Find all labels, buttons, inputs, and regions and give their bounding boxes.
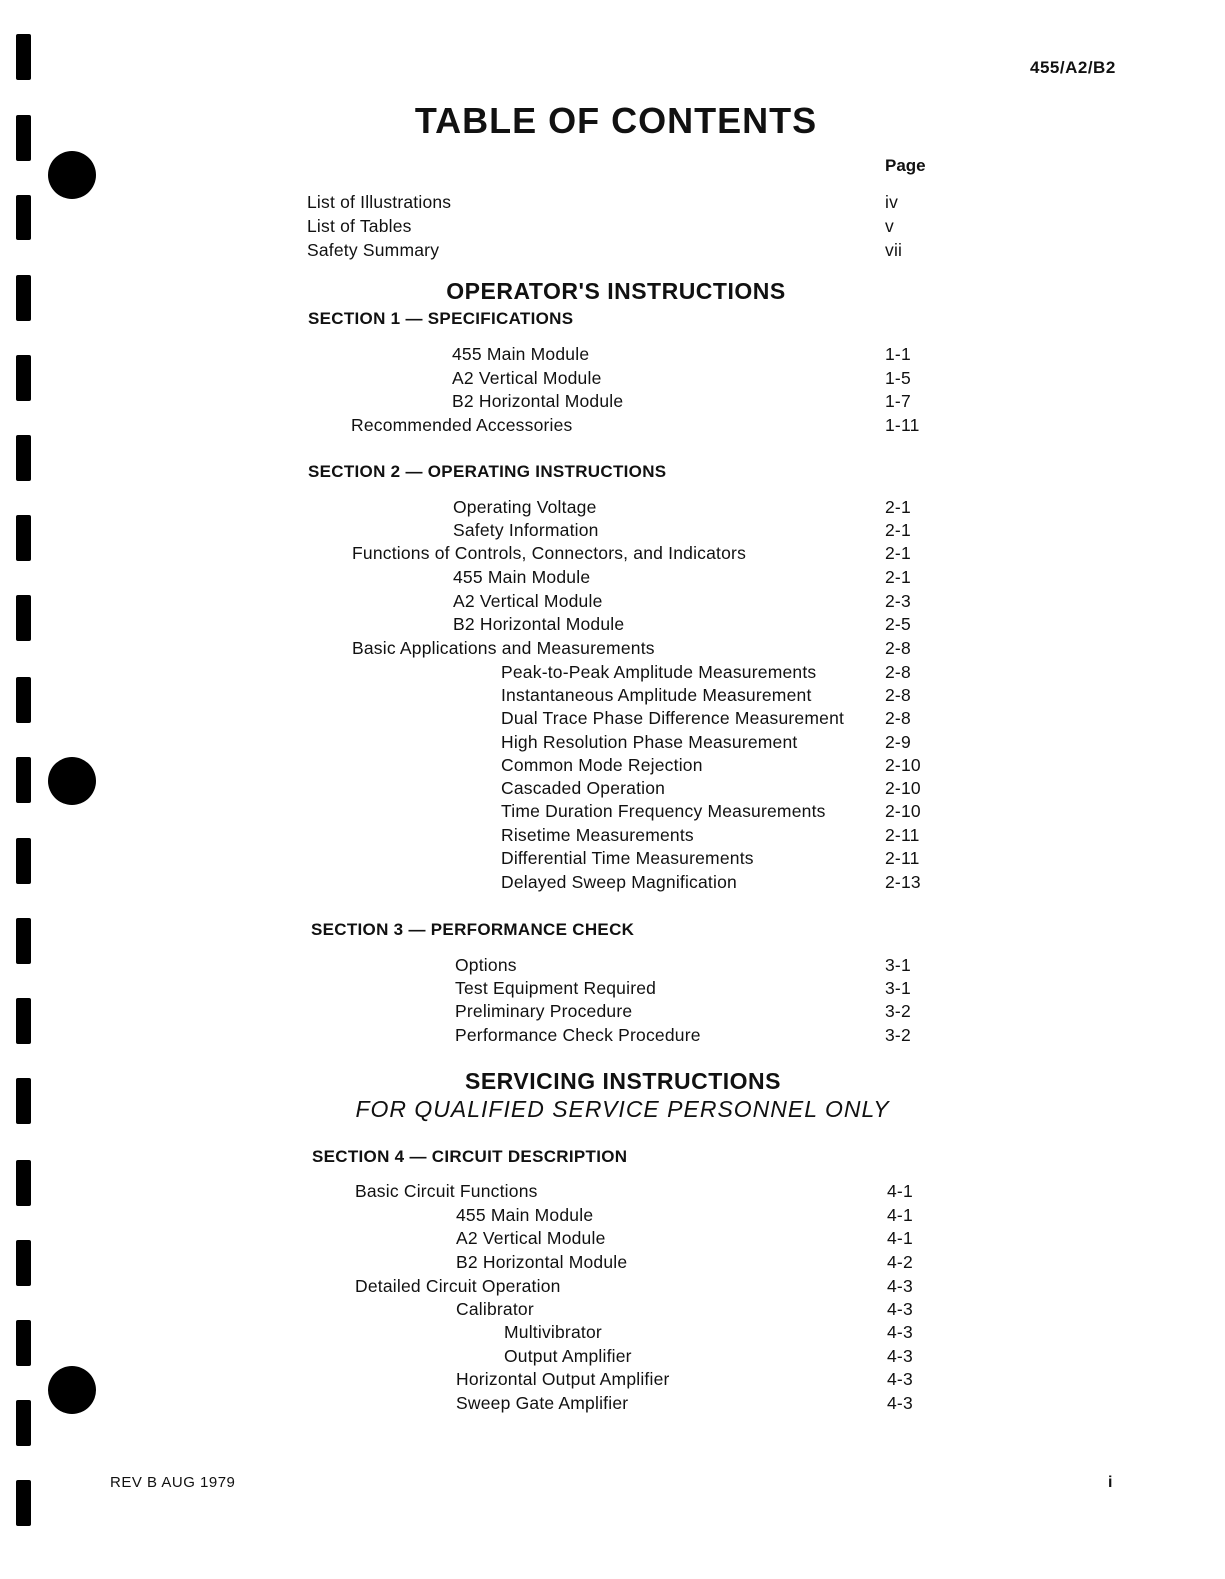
toc-entry-title: B2 Horizontal Module bbox=[456, 1252, 628, 1272]
toc-entry-page: 2-1 bbox=[885, 543, 911, 563]
toc-entry-page: vii bbox=[885, 240, 903, 260]
toc-entry-title: Basic Circuit Functions bbox=[355, 1181, 538, 1201]
toc-entry-page: 1-11 bbox=[885, 415, 920, 435]
toc-entry-page: 2-8 bbox=[885, 638, 911, 658]
toc-entry-page: 2-8 bbox=[885, 708, 911, 728]
toc-entry-page: 4-3 bbox=[887, 1276, 913, 1296]
toc-entry[interactable] bbox=[0, 518, 1225, 542]
toc-entry-page: 2-9 bbox=[885, 732, 911, 752]
toc-entry-page: 2-10 bbox=[885, 801, 921, 821]
page-title: TABLE OF CONTENTS bbox=[414, 100, 818, 141]
part-heading-servicing: SERVICING INSTRUCTIONS bbox=[465, 1068, 781, 1094]
toc-entry-title: B2 Horizontal Module bbox=[452, 391, 624, 411]
toc-entry[interactable] bbox=[0, 1367, 1225, 1391]
toc-entry-title: Preliminary Procedure bbox=[455, 1001, 633, 1021]
toc-entry-title: Detailed Circuit Operation bbox=[355, 1276, 561, 1296]
toc-entry-title: Safety Summary bbox=[307, 240, 440, 260]
toc-entry[interactable] bbox=[0, 976, 1225, 1000]
toc-entry-page: 2-10 bbox=[885, 755, 921, 775]
toc-entry-page: 4-1 bbox=[887, 1205, 913, 1225]
part-subheading-servicing: FOR QUALIFIED SERVICE PERSONNEL ONLY bbox=[355, 1096, 890, 1122]
toc-entry-title: A2 Vertical Module bbox=[456, 1228, 606, 1248]
toc-entry-page: 4-3 bbox=[887, 1369, 913, 1389]
toc-entry[interactable] bbox=[0, 342, 1225, 366]
toc-entry-page: 4-2 bbox=[887, 1252, 913, 1272]
toc-entry-page: 4-1 bbox=[887, 1228, 913, 1248]
toc-entry[interactable] bbox=[0, 612, 1225, 636]
toc-entry-title: Safety Information bbox=[453, 520, 599, 540]
toc-entry[interactable] bbox=[0, 1391, 1225, 1415]
toc-entry-page: 2-3 bbox=[885, 591, 911, 611]
toc-entry-title: Delayed Sweep Magnification bbox=[501, 872, 737, 892]
section-heading: SECTION 2 — OPERATING INSTRUCTIONS bbox=[308, 462, 667, 481]
toc-entry-page: 4-3 bbox=[887, 1299, 913, 1319]
toc-entry[interactable] bbox=[0, 1297, 1225, 1321]
toc-entry-title: A2 Vertical Module bbox=[452, 368, 602, 388]
toc-entry-page: 2-5 bbox=[885, 614, 911, 634]
toc-entry[interactable] bbox=[0, 238, 1225, 262]
toc-entry[interactable] bbox=[0, 1023, 1225, 1047]
toc-entry-title: Cascaded Operation bbox=[501, 778, 666, 798]
toc-entry[interactable] bbox=[0, 1179, 1225, 1203]
toc-entry-title: A2 Vertical Module bbox=[453, 591, 603, 611]
toc-entry-title: 455 Main Module bbox=[452, 344, 590, 364]
toc-entry-title: Horizontal Output Amplifier bbox=[456, 1369, 670, 1389]
revision-label: REV B AUG 1979 bbox=[110, 1474, 236, 1491]
toc-entry-title: List of Illustrations bbox=[307, 192, 452, 212]
toc-entry[interactable] bbox=[0, 706, 1225, 730]
toc-entry-title: Peak-to-Peak Amplitude Measurements bbox=[501, 662, 817, 682]
toc-entry-page: 2-11 bbox=[885, 848, 920, 868]
binder-mark bbox=[16, 1480, 31, 1526]
toc-entry-title: High Resolution Phase Measurement bbox=[501, 732, 798, 752]
toc-entry-page: 4-3 bbox=[887, 1322, 913, 1342]
toc-entry-page: 3-2 bbox=[885, 1001, 911, 1021]
toc-entry[interactable] bbox=[0, 999, 1225, 1023]
toc-entry[interactable] bbox=[0, 660, 1225, 684]
toc-entry[interactable] bbox=[0, 683, 1225, 707]
toc-entry-page: 3-2 bbox=[885, 1025, 911, 1045]
binder-mark bbox=[16, 34, 31, 80]
binder-mark bbox=[16, 435, 31, 481]
toc-entry[interactable] bbox=[0, 753, 1225, 777]
toc-entry-title: List of Tables bbox=[307, 216, 412, 236]
toc-entry-title: B2 Horizontal Module bbox=[453, 614, 625, 634]
toc-entry-title: Instantaneous Amplitude Measurement bbox=[501, 685, 812, 705]
toc-entry-title: Time Duration Frequency Measurements bbox=[501, 801, 826, 821]
toc-entry-title: 455 Main Module bbox=[456, 1205, 594, 1225]
toc-entry-title: Multivibrator bbox=[504, 1322, 602, 1342]
toc-entry-page: 1-5 bbox=[885, 368, 911, 388]
toc-entry[interactable] bbox=[0, 565, 1225, 589]
toc-entry[interactable] bbox=[0, 730, 1225, 754]
part-heading-operators: OPERATOR'S INSTRUCTIONS bbox=[446, 278, 786, 304]
toc-entry[interactable] bbox=[0, 190, 1225, 214]
toc-entry[interactable] bbox=[0, 1226, 1225, 1250]
toc-entry[interactable] bbox=[0, 1344, 1225, 1368]
toc-entry-page: 2-10 bbox=[885, 778, 921, 798]
toc-entry-title: Performance Check Procedure bbox=[455, 1025, 701, 1045]
toc-entry[interactable] bbox=[0, 799, 1225, 823]
toc-entry[interactable] bbox=[0, 389, 1225, 413]
section-heading: SECTION 4 — CIRCUIT DESCRIPTION bbox=[312, 1147, 628, 1166]
toc-entry-page: 2-13 bbox=[885, 872, 921, 892]
section-heading: SECTION 3 — PERFORMANCE CHECK bbox=[311, 920, 635, 939]
toc-entry[interactable] bbox=[0, 589, 1225, 613]
toc-entry-page: 2-11 bbox=[885, 825, 920, 845]
toc-entry[interactable] bbox=[0, 495, 1225, 519]
toc-entry-title: Sweep Gate Amplifier bbox=[456, 1393, 629, 1413]
toc-entry-title: Functions of Controls, Connectors, and Indicators bbox=[352, 543, 747, 563]
toc-entry[interactable] bbox=[0, 870, 1225, 894]
toc-entry-page: 4-3 bbox=[887, 1346, 913, 1366]
toc-entry[interactable] bbox=[0, 1250, 1225, 1274]
page-column-header: Page bbox=[885, 156, 926, 175]
toc-entry-page: 4-3 bbox=[887, 1393, 913, 1413]
toc-entry[interactable] bbox=[0, 776, 1225, 800]
toc-entry-page: 2-1 bbox=[885, 497, 911, 517]
toc-entry-title: Recommended Accessories bbox=[351, 415, 573, 435]
toc-entry-title: Differential Time Measurements bbox=[501, 848, 754, 868]
toc-entry-page: 3-1 bbox=[885, 978, 911, 998]
toc-entry[interactable] bbox=[0, 823, 1225, 847]
toc-entry-title: Dual Trace Phase Difference Measurement bbox=[501, 708, 845, 728]
toc-entry-page: 2-8 bbox=[885, 685, 911, 705]
toc-entry-page: 4-1 bbox=[887, 1181, 913, 1201]
toc-entry[interactable] bbox=[0, 953, 1225, 977]
toc-entry-title: Calibrator bbox=[456, 1299, 534, 1319]
toc-entry[interactable] bbox=[0, 1274, 1225, 1298]
toc-entry[interactable] bbox=[0, 846, 1225, 870]
toc-entry-page: v bbox=[885, 216, 894, 236]
toc-entry[interactable] bbox=[0, 214, 1225, 238]
toc-entry-title: Risetime Measurements bbox=[501, 825, 694, 845]
toc-entry[interactable] bbox=[0, 413, 1225, 437]
toc-entry[interactable] bbox=[0, 366, 1225, 390]
toc-entry-page: 2-1 bbox=[885, 567, 911, 587]
toc-entry-page: 3-1 bbox=[885, 955, 911, 975]
toc-entry-title: Operating Voltage bbox=[453, 497, 597, 517]
toc-entry-title: 455 Main Module bbox=[453, 567, 591, 587]
toc-entry[interactable] bbox=[0, 636, 1225, 660]
toc-entry-page: 1-7 bbox=[885, 391, 911, 411]
toc-entry-title: Output Amplifier bbox=[504, 1346, 632, 1366]
toc-entry[interactable] bbox=[0, 1320, 1225, 1344]
toc-entry-title: Basic Applications and Measurements bbox=[352, 638, 655, 658]
toc-entry-page: iv bbox=[885, 192, 899, 212]
toc-entry[interactable] bbox=[0, 541, 1225, 565]
toc-entry-page: 2-8 bbox=[885, 662, 911, 682]
page-number: i bbox=[1108, 1474, 1113, 1491]
toc-entry-title: Common Mode Rejection bbox=[501, 755, 703, 775]
toc-entry-page: 2-1 bbox=[885, 520, 911, 540]
toc-entry-page: 1-1 bbox=[885, 344, 911, 364]
section-heading: SECTION 1 — SPECIFICATIONS bbox=[308, 309, 574, 328]
toc-entry[interactable] bbox=[0, 1203, 1225, 1227]
toc-entry-title: Test Equipment Required bbox=[455, 978, 657, 998]
document-id: 455/A2/B2 bbox=[1030, 58, 1116, 77]
toc-entry-title: Options bbox=[455, 955, 517, 975]
